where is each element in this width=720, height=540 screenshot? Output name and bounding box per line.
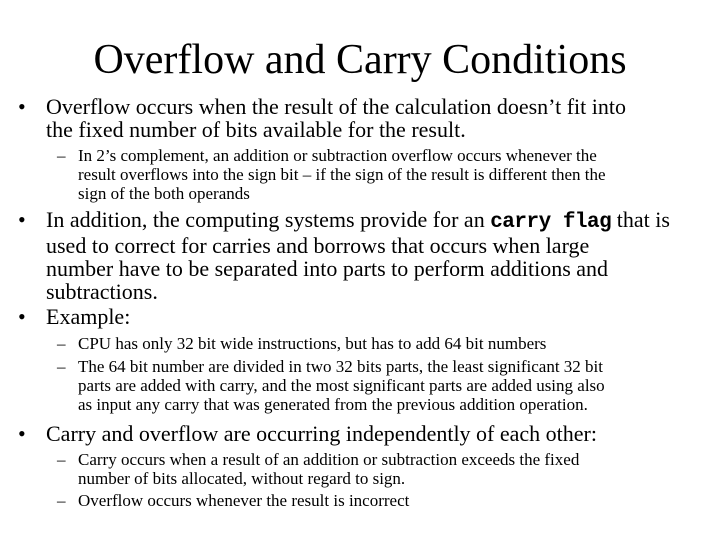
bullet-icon: • — [18, 304, 26, 329]
bullet-text-line: Carry and overflow are occurring independently of each other: — [46, 421, 597, 446]
slide-title: Overflow and Carry Conditions — [93, 37, 627, 83]
subbullet-text-line: parts are added with carry, and the most significant parts are added using also — [78, 376, 605, 395]
bullet-icon: • — [18, 94, 26, 119]
dash-icon: – — [57, 146, 66, 165]
subbullet-text-line: as input any carry that was generated from the previous addition operation. — [78, 395, 588, 414]
subbullet-text-line: Carry occurs when a result of an addition or subtraction exceeds the fixed — [78, 450, 580, 469]
subbullet-text-line: CPU has only 32 bit wide instructions, but has to add 64 bit numbers — [78, 334, 547, 353]
bullet-text-line: Overflow occurs when the result of the calculation doesn’t fit into — [46, 94, 626, 119]
dash-icon: – — [57, 357, 66, 376]
bullet-text-post: that is — [611, 207, 670, 232]
bullet-text-line: subtractions. — [46, 279, 158, 304]
carry-flag-term: carry flag — [490, 211, 612, 234]
dash-icon: – — [57, 450, 66, 469]
bullet-text-line — [46, 208, 670, 234]
dash-icon: – — [57, 491, 66, 510]
subbullet-text-line: result overflows into the sign bit – if the sign of the result is different then the — [78, 165, 606, 184]
subbullet-text-line: sign of the both operands — [78, 184, 250, 203]
subbullet-text-line: Overflow occurs whenever the result is incorrect — [78, 491, 410, 510]
subbullet-text-line: The 64 bit number are divided in two 32 bits parts, the least significant 32 bit — [78, 357, 604, 376]
bullet-text-pre: In addition, the computing systems provide for an — [46, 207, 491, 232]
subbullet-text-line: In 2’s complement, an addition or subtraction overflow occurs whenever the — [78, 146, 597, 165]
bullet-text-line: used to correct for carries and borrows that occurs when large — [46, 233, 590, 258]
bullet-icon: • — [18, 207, 26, 232]
bullet-text-line: number have to be separated into parts to perform additions and — [46, 256, 609, 281]
bullet-icon: • — [18, 421, 26, 446]
subbullet-text-line: number of bits allocated, without regard to sign. — [78, 469, 406, 488]
bullet-text-line: Example: — [46, 304, 131, 329]
bullet-text-line: the fixed number of bits available for the result. — [46, 117, 466, 142]
dash-icon: – — [57, 334, 66, 353]
